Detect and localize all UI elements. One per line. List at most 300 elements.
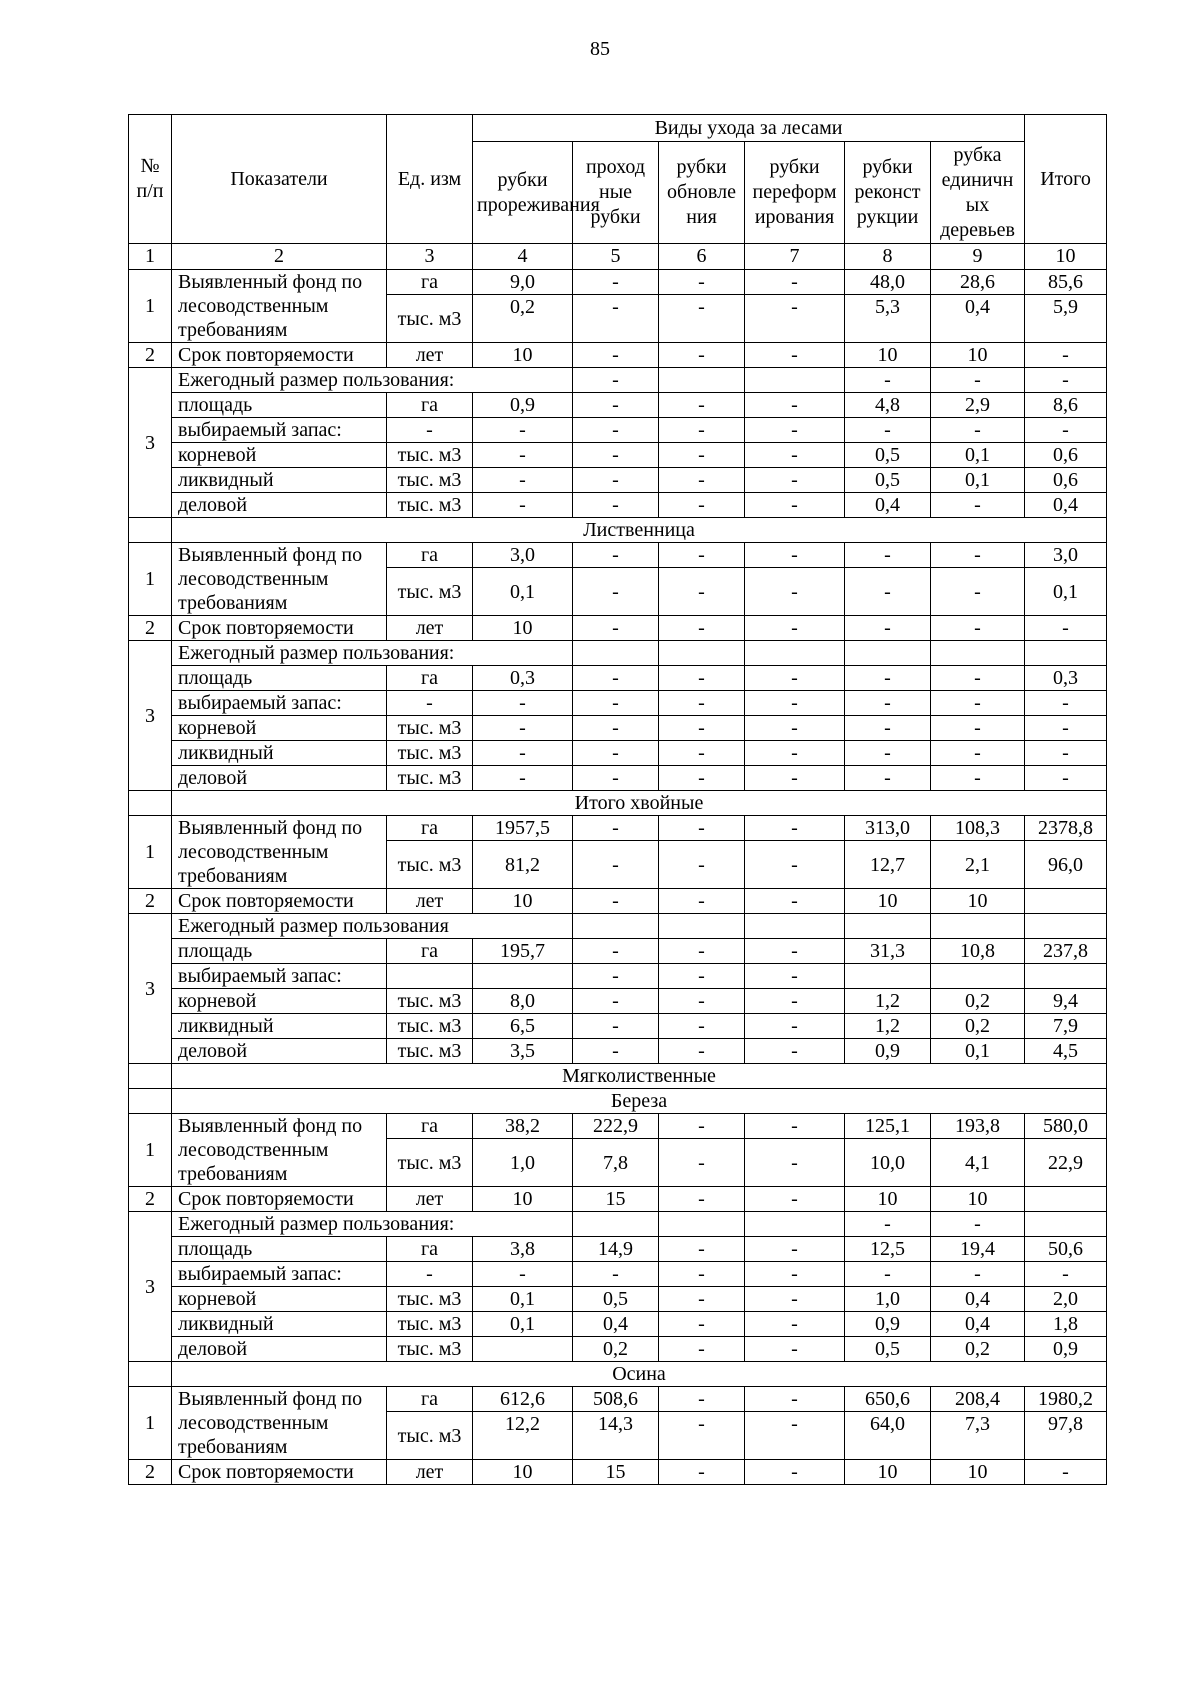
value-cell: 0,1 [473, 568, 573, 616]
value-cell: 96,0 [1025, 841, 1107, 889]
value-cell: 10 [931, 1460, 1025, 1485]
business-label: деловой [172, 1337, 387, 1362]
unit-cell: тыс. м3 [387, 716, 473, 741]
value-cell [659, 1212, 745, 1237]
value-cell: 0,2 [573, 1337, 659, 1362]
value-cell: - [473, 493, 573, 518]
unit-cell: тыс. м3 [387, 766, 473, 791]
value-cell: - [659, 964, 745, 989]
value-cell [845, 641, 931, 666]
value-cell [745, 368, 845, 393]
root-row [129, 989, 1107, 1014]
business-label: деловой [172, 493, 387, 518]
value-cell: 10 [931, 343, 1025, 368]
value-cell: - [659, 1139, 745, 1187]
value-cell: 97,8 [1025, 1412, 1107, 1460]
value-cell: 0,9 [845, 1039, 931, 1064]
column-number: 9 [931, 244, 1025, 270]
value-cell: 85,6 [1025, 270, 1107, 295]
stock-label: выбираемый запас: [172, 691, 387, 716]
value-cell: 508,6 [573, 1387, 659, 1412]
value-cell: - [573, 443, 659, 468]
value-cell: 19,4 [931, 1237, 1025, 1262]
section-title: Лиственница [172, 518, 1107, 543]
value-cell: 1,0 [473, 1139, 573, 1187]
period-label: Срок повторяемости [172, 1187, 387, 1212]
value-cell: - [745, 939, 845, 964]
business-row [129, 1337, 1107, 1362]
value-cell: 48,0 [845, 270, 931, 295]
value-cell: 10 [473, 889, 573, 914]
value-cell: - [931, 666, 1025, 691]
liquid-label: ликвидный [172, 1312, 387, 1337]
value-cell: - [745, 841, 845, 889]
value-cell: 193,8 [931, 1114, 1025, 1139]
header-type: рубка единичн ых деревьев [931, 142, 1025, 244]
value-cell: 6,5 [473, 1014, 573, 1039]
value-cell [659, 914, 745, 939]
unit-cell: тыс. м3 [387, 989, 473, 1014]
value-cell: - [573, 270, 659, 295]
annual-row [129, 641, 1107, 666]
value-cell [745, 914, 845, 939]
value-cell: - [573, 666, 659, 691]
unit-cell: тыс. м3 [387, 568, 473, 616]
value-cell: - [745, 270, 845, 295]
liquid-row [129, 741, 1107, 766]
value-cell: - [1025, 766, 1107, 791]
value-cell: - [473, 716, 573, 741]
liquid-row [129, 1014, 1107, 1039]
unit-cell: га [387, 816, 473, 841]
value-cell: 0,2 [473, 295, 573, 343]
value-cell: 3,5 [473, 1039, 573, 1064]
value-cell: 15 [573, 1187, 659, 1212]
value-cell: - [1025, 368, 1107, 393]
value-cell: - [659, 343, 745, 368]
value-cell: - [745, 1387, 845, 1412]
value-cell: 0,1 [473, 1312, 573, 1337]
unit-cell: тыс. м3 [387, 493, 473, 518]
value-cell [845, 964, 931, 989]
value-cell: - [573, 766, 659, 791]
value-cell: - [745, 616, 845, 641]
header-indicators: Показатели [172, 115, 387, 244]
value-cell: 10 [845, 1460, 931, 1485]
period-label: Срок повторяемости [172, 889, 387, 914]
business-label: деловой [172, 766, 387, 791]
value-cell: - [659, 270, 745, 295]
value-cell: 12,5 [845, 1237, 931, 1262]
unit-cell: га [387, 1237, 473, 1262]
row-number: 1 [129, 1114, 172, 1187]
period-label: Срок повторяемости [172, 343, 387, 368]
empty-cell [129, 1064, 172, 1089]
value-cell [931, 964, 1025, 989]
value-cell: - [573, 418, 659, 443]
value-cell: 0,6 [1025, 443, 1107, 468]
fund-row [129, 1387, 1107, 1412]
value-cell [573, 1212, 659, 1237]
value-cell: - [745, 766, 845, 791]
value-cell: 0,1 [931, 468, 1025, 493]
unit-cell: га [387, 666, 473, 691]
unit-cell: лет [387, 1187, 473, 1212]
table-body [129, 270, 1107, 1485]
value-cell: - [845, 666, 931, 691]
root-label: корневой [172, 443, 387, 468]
value-cell: 125,1 [845, 1114, 931, 1139]
value-cell: 0,4 [931, 1287, 1025, 1312]
value-cell: - [931, 616, 1025, 641]
value-cell: 9,4 [1025, 989, 1107, 1014]
value-cell: - [659, 1460, 745, 1485]
value-cell: - [659, 1014, 745, 1039]
value-cell: - [659, 691, 745, 716]
value-cell: 0,3 [1025, 666, 1107, 691]
unit-cell: га [387, 393, 473, 418]
section-title: Береза [172, 1089, 1107, 1114]
value-cell [745, 1212, 845, 1237]
root-label: корневой [172, 1287, 387, 1312]
value-cell: 7,8 [573, 1139, 659, 1187]
value-cell: 0,2 [931, 989, 1025, 1014]
value-cell: 4,8 [845, 393, 931, 418]
column-number: 7 [745, 244, 845, 270]
value-cell: - [1025, 418, 1107, 443]
header-unit: Ед. изм [387, 115, 473, 244]
value-cell: - [745, 1187, 845, 1212]
value-cell: 10 [931, 889, 1025, 914]
value-cell [1025, 964, 1107, 989]
area-row [129, 666, 1107, 691]
value-cell: 0,9 [473, 393, 573, 418]
value-cell: 0,1 [1025, 568, 1107, 616]
value-cell: 38,2 [473, 1114, 573, 1139]
value-cell: 0,4 [573, 1312, 659, 1337]
value-cell: - [659, 741, 745, 766]
period-row [129, 1187, 1107, 1212]
unit-cell: га [387, 543, 473, 568]
unit-cell: тыс. м3 [387, 1412, 473, 1460]
value-cell: - [745, 343, 845, 368]
value-cell: - [1025, 343, 1107, 368]
value-cell: - [659, 1237, 745, 1262]
fund-label: Выявленный фонд по лесоводственным требованиям [172, 816, 387, 889]
value-cell: - [473, 418, 573, 443]
fund-row [129, 816, 1107, 841]
value-cell: - [745, 816, 845, 841]
value-cell: 0,5 [845, 443, 931, 468]
row-number: 2 [129, 1460, 172, 1485]
value-cell: 12,7 [845, 841, 931, 889]
value-cell: - [573, 295, 659, 343]
value-cell: - [931, 493, 1025, 518]
value-cell: - [931, 716, 1025, 741]
value-cell: 2,1 [931, 841, 1025, 889]
value-cell: 10,0 [845, 1139, 931, 1187]
value-cell: - [573, 543, 659, 568]
value-cell: - [659, 939, 745, 964]
value-cell: - [659, 1337, 745, 1362]
unit-cell: - [387, 418, 473, 443]
value-cell: 0,9 [1025, 1337, 1107, 1362]
unit-cell: тыс. м3 [387, 1139, 473, 1187]
value-cell: - [1025, 616, 1107, 641]
value-cell: - [931, 766, 1025, 791]
annual-label: Ежегодный размер пользования: [172, 368, 573, 393]
value-cell: - [845, 543, 931, 568]
value-cell: - [473, 1262, 573, 1287]
value-cell: - [1025, 741, 1107, 766]
value-cell: 28,6 [931, 270, 1025, 295]
row-number: 1 [129, 270, 172, 343]
value-cell: - [659, 1287, 745, 1312]
annual-label: Ежегодный размер пользования: [172, 641, 573, 666]
empty-cell [129, 1362, 172, 1387]
value-cell [745, 641, 845, 666]
liquid-row [129, 468, 1107, 493]
value-cell: 222,9 [573, 1114, 659, 1139]
business-row [129, 493, 1107, 518]
period-row [129, 1460, 1107, 1485]
value-cell: - [473, 691, 573, 716]
value-cell: 14,3 [573, 1412, 659, 1460]
value-cell: - [1025, 1460, 1107, 1485]
header-type: рубки переформ ирования [745, 142, 845, 244]
liquid-row [129, 1312, 1107, 1337]
value-cell: - [745, 889, 845, 914]
value-cell: 10 [473, 1460, 573, 1485]
value-cell: - [845, 368, 931, 393]
unit-cell: тыс. м3 [387, 1337, 473, 1362]
value-cell: - [573, 468, 659, 493]
business-row [129, 1039, 1107, 1064]
header-type: проход ные рубки [573, 142, 659, 244]
annual-label: Ежегодный размер пользования: [172, 1212, 573, 1237]
period-row [129, 889, 1107, 914]
header-no: № п/п [129, 115, 172, 244]
fund-row [129, 1114, 1107, 1139]
unit-cell: - [387, 1262, 473, 1287]
value-cell: 8,6 [1025, 393, 1107, 418]
value-cell: 7,3 [931, 1412, 1025, 1460]
value-cell: - [745, 691, 845, 716]
unit-cell: тыс. м3 [387, 1312, 473, 1337]
row-number: 2 [129, 889, 172, 914]
value-cell: - [745, 568, 845, 616]
value-cell: - [931, 368, 1025, 393]
value-cell: - [473, 443, 573, 468]
value-cell: 0,5 [845, 1337, 931, 1362]
value-cell: 650,6 [845, 1387, 931, 1412]
value-cell: 3,0 [1025, 543, 1107, 568]
value-cell: - [931, 691, 1025, 716]
value-cell: 0,9 [845, 1312, 931, 1337]
row-number: 3 [129, 914, 172, 1064]
empty-cell [129, 1089, 172, 1114]
unit-cell: лет [387, 616, 473, 641]
fund-row [129, 543, 1107, 568]
value-cell: 612,6 [473, 1387, 573, 1412]
value-cell: 2,9 [931, 393, 1025, 418]
unit-cell: га [387, 1114, 473, 1139]
value-cell: 208,4 [931, 1387, 1025, 1412]
value-cell: - [659, 1187, 745, 1212]
stock-row [129, 964, 1107, 989]
value-cell: - [931, 1212, 1025, 1237]
value-cell: - [845, 691, 931, 716]
value-cell [1025, 914, 1107, 939]
row-number: 1 [129, 1387, 172, 1460]
unit-cell: га [387, 939, 473, 964]
section-title: Итого хвойные [172, 791, 1107, 816]
section-title: Осина [172, 1362, 1107, 1387]
page-number: 85 [590, 38, 610, 60]
value-cell: 10 [473, 616, 573, 641]
value-cell: - [745, 1312, 845, 1337]
value-cell: 64,0 [845, 1412, 931, 1460]
value-cell: - [1025, 716, 1107, 741]
value-cell: - [845, 1262, 931, 1287]
value-cell: 108,3 [931, 816, 1025, 841]
value-cell: - [659, 766, 745, 791]
area-row [129, 393, 1107, 418]
value-cell: 10 [845, 889, 931, 914]
row-number: 2 [129, 343, 172, 368]
unit-cell: тыс. м3 [387, 1039, 473, 1064]
column-number: 5 [573, 244, 659, 270]
unit-cell: лет [387, 1460, 473, 1485]
value-cell: 10,8 [931, 939, 1025, 964]
area-label: площадь [172, 666, 387, 691]
value-cell: - [659, 468, 745, 493]
value-cell: - [659, 543, 745, 568]
stock-label: выбираемый запас: [172, 1262, 387, 1287]
value-cell [1025, 889, 1107, 914]
value-cell: - [659, 443, 745, 468]
value-cell: 8,0 [473, 989, 573, 1014]
annual-label: Ежегодный размер пользования [172, 914, 573, 939]
value-cell: - [745, 1337, 845, 1362]
section-title-row [129, 1064, 1107, 1089]
value-cell: - [659, 493, 745, 518]
column-number: 4 [473, 244, 573, 270]
value-cell: 580,0 [1025, 1114, 1107, 1139]
value-cell: - [573, 964, 659, 989]
header-type: рубки реконст рукции [845, 142, 931, 244]
value-cell [931, 914, 1025, 939]
forest-care-table [128, 114, 1107, 1485]
value-cell: - [659, 1114, 745, 1139]
value-cell: - [659, 666, 745, 691]
area-row [129, 939, 1107, 964]
value-cell [573, 641, 659, 666]
value-cell: - [573, 568, 659, 616]
stock-row [129, 418, 1107, 443]
value-cell: 5,3 [845, 295, 931, 343]
value-cell: 2378,8 [1025, 816, 1107, 841]
value-cell: - [931, 741, 1025, 766]
liquid-label: ликвидный [172, 1014, 387, 1039]
value-cell: 12,2 [473, 1412, 573, 1460]
unit-cell: га [387, 270, 473, 295]
value-cell: - [745, 666, 845, 691]
value-cell: - [573, 393, 659, 418]
column-number: 1 [129, 244, 172, 270]
stock-label: выбираемый запас: [172, 418, 387, 443]
value-cell: - [845, 741, 931, 766]
column-number: 2 [172, 244, 387, 270]
value-cell: 3,0 [473, 543, 573, 568]
unit-cell: тыс. м3 [387, 1287, 473, 1312]
unit-cell: тыс. м3 [387, 295, 473, 343]
unit-cell: тыс. м3 [387, 741, 473, 766]
value-cell: - [573, 616, 659, 641]
value-cell: - [745, 1039, 845, 1064]
value-cell: - [659, 1312, 745, 1337]
value-cell: - [931, 568, 1025, 616]
value-cell: - [659, 816, 745, 841]
value-cell: 1,2 [845, 989, 931, 1014]
unit-cell: лет [387, 889, 473, 914]
value-cell: 0,1 [931, 443, 1025, 468]
value-cell: 0,5 [845, 468, 931, 493]
unit-cell: лет [387, 343, 473, 368]
value-cell: - [745, 964, 845, 989]
value-cell [473, 1337, 573, 1362]
value-cell: - [659, 418, 745, 443]
value-cell: - [573, 343, 659, 368]
stock-row [129, 1262, 1107, 1287]
value-cell: - [659, 568, 745, 616]
value-cell: - [573, 368, 659, 393]
value-cell: - [845, 1212, 931, 1237]
area-row [129, 1237, 1107, 1262]
value-cell: 7,9 [1025, 1014, 1107, 1039]
value-cell: - [745, 1412, 845, 1460]
root-row [129, 716, 1107, 741]
value-cell: 313,0 [845, 816, 931, 841]
period-label: Срок повторяемости [172, 616, 387, 641]
value-cell: - [745, 716, 845, 741]
area-label: площадь [172, 393, 387, 418]
value-cell: - [659, 841, 745, 889]
value-cell: - [745, 1014, 845, 1039]
row-number: 1 [129, 816, 172, 889]
value-cell [659, 641, 745, 666]
value-cell: - [745, 443, 845, 468]
value-cell: - [573, 841, 659, 889]
annual-row [129, 368, 1107, 393]
value-cell: - [745, 1287, 845, 1312]
value-cell: 0,2 [931, 1014, 1025, 1039]
value-cell [845, 914, 931, 939]
value-cell: - [745, 295, 845, 343]
row-number: 3 [129, 368, 172, 518]
unit-cell: тыс. м3 [387, 1014, 473, 1039]
row-number: 2 [129, 616, 172, 641]
unit-cell: га [387, 1387, 473, 1412]
stock-label: выбираемый запас: [172, 964, 387, 989]
value-cell: - [573, 493, 659, 518]
value-cell: - [659, 616, 745, 641]
value-cell: 10 [473, 1187, 573, 1212]
column-number: 3 [387, 244, 473, 270]
value-cell: 1,0 [845, 1287, 931, 1312]
value-cell: 0,6 [1025, 468, 1107, 493]
value-cell: 1,2 [845, 1014, 931, 1039]
